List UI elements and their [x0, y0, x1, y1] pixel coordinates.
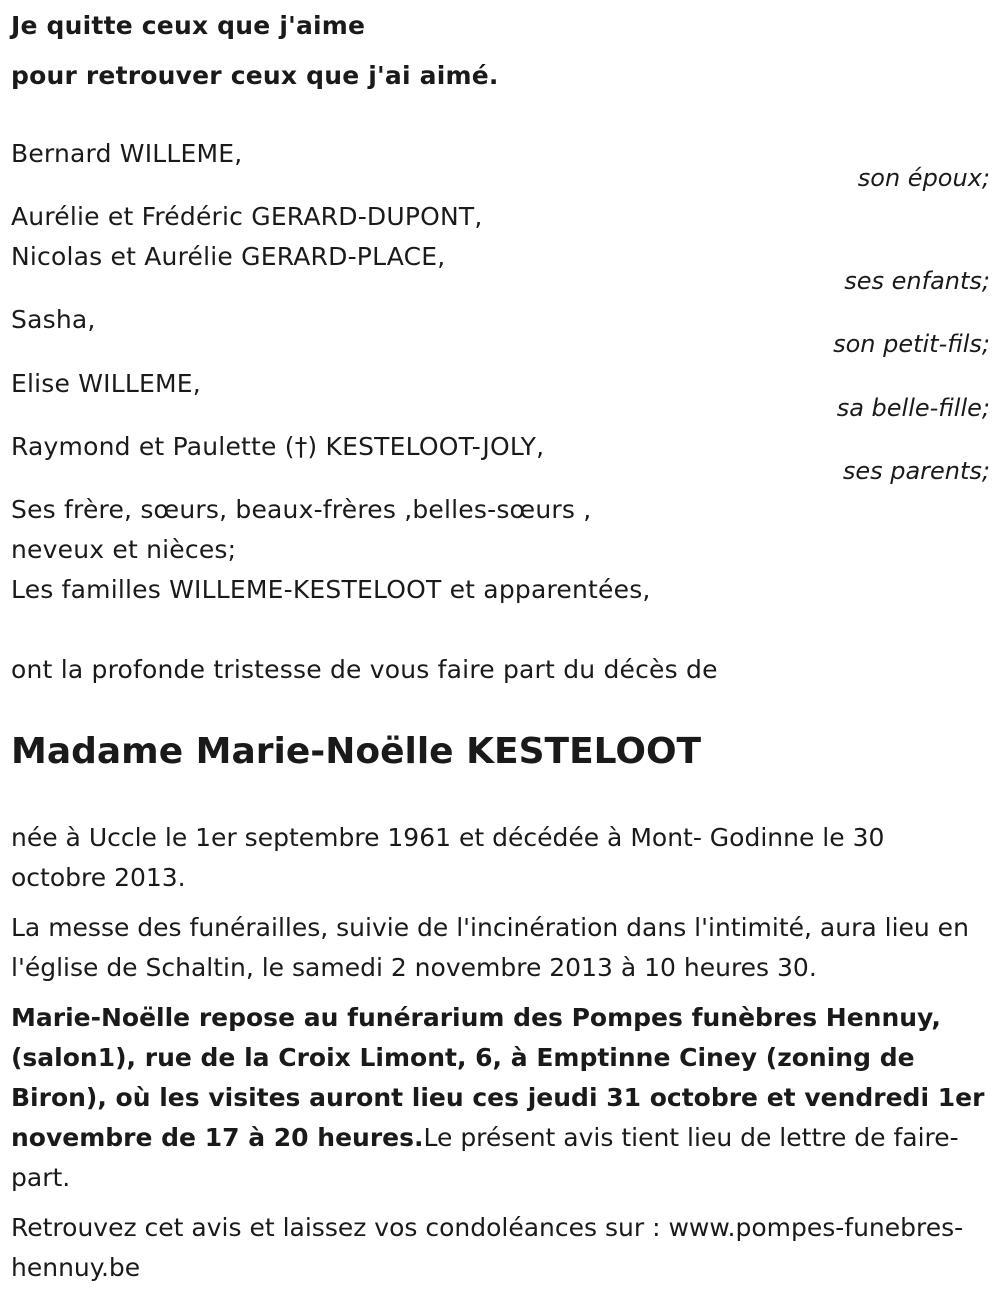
- website-text: Retrouvez cet avis et laissez vos condoléances sur : www.pompes-funebres-hennuy.be: [11, 1213, 964, 1282]
- spouse-relation: son époux;: [857, 164, 990, 192]
- siblings-line-1: Ses frère, sœurs, beaux-frères ,belles-sœurs ,: [11, 495, 592, 524]
- spouse-name: Bernard WILLEME,: [11, 139, 243, 168]
- children-line-1: Aurélie et Frédéric GERARD-DUPONT,: [11, 202, 483, 231]
- daughter-in-law-relation: sa belle-fille;: [836, 394, 990, 422]
- funeral-mass-info: [11, 908, 986, 988]
- grandson-name: Sasha,: [11, 305, 96, 334]
- siblings-line-2: neveux et nièces;: [11, 535, 237, 564]
- epigraph-line-1: Je quitte ceux que j'aime: [11, 11, 366, 40]
- epigraph-line-2: pour retrouver ceux que j'ai aimé.: [11, 61, 499, 90]
- children-relation: ses enfants;: [844, 267, 990, 295]
- website-info: [11, 1208, 986, 1288]
- parents-relation: ses parents;: [842, 457, 990, 485]
- grandson-relation: son petit-fils;: [833, 330, 990, 358]
- visitation-info: [11, 998, 986, 1198]
- children-line-2: Nicolas et Aurélie GERARD-PLACE,: [11, 242, 446, 271]
- visitation-details: Marie-Noëlle repose au funérarium des Pompes funèbres Hennuy, (salon1), rue de la Croix Limont, 6, à Emptinne Ciney (zoning de Biron), où les visites auront lieu ces jeudi 31 octobre et vendredi 1er novembre de 17 à 20 heures.: [11, 1003, 985, 1152]
- announcement: ont la profonde tristesse de vous faire part du décès de: [11, 655, 718, 684]
- daughter-in-law-name: Elise WILLEME,: [11, 369, 201, 398]
- notice-statement: Le présent avis tient lieu de lettre de faire-part.: [11, 1123, 959, 1192]
- deceased-name: Madame Marie-Noëlle KESTELOOT: [11, 731, 702, 772]
- funeral-mass-text: La messe des funérailles, suivie de l'incinération dans l'intimité, aura lieu en l'église de Schaltin, le samedi 2 novembre 2013 à 10 heures 30.: [11, 913, 969, 982]
- families-line: Les familles WILLEME-KESTELOOT et apparentées,: [11, 575, 651, 604]
- parents-name: Raymond et Paulette (†) KESTELOOT-JOLY,: [11, 432, 545, 461]
- birth-death-info: née à Uccle le 1er septembre 1961 et décédée à Mont- Godinne le 30 octobre 2013.: [11, 823, 885, 892]
